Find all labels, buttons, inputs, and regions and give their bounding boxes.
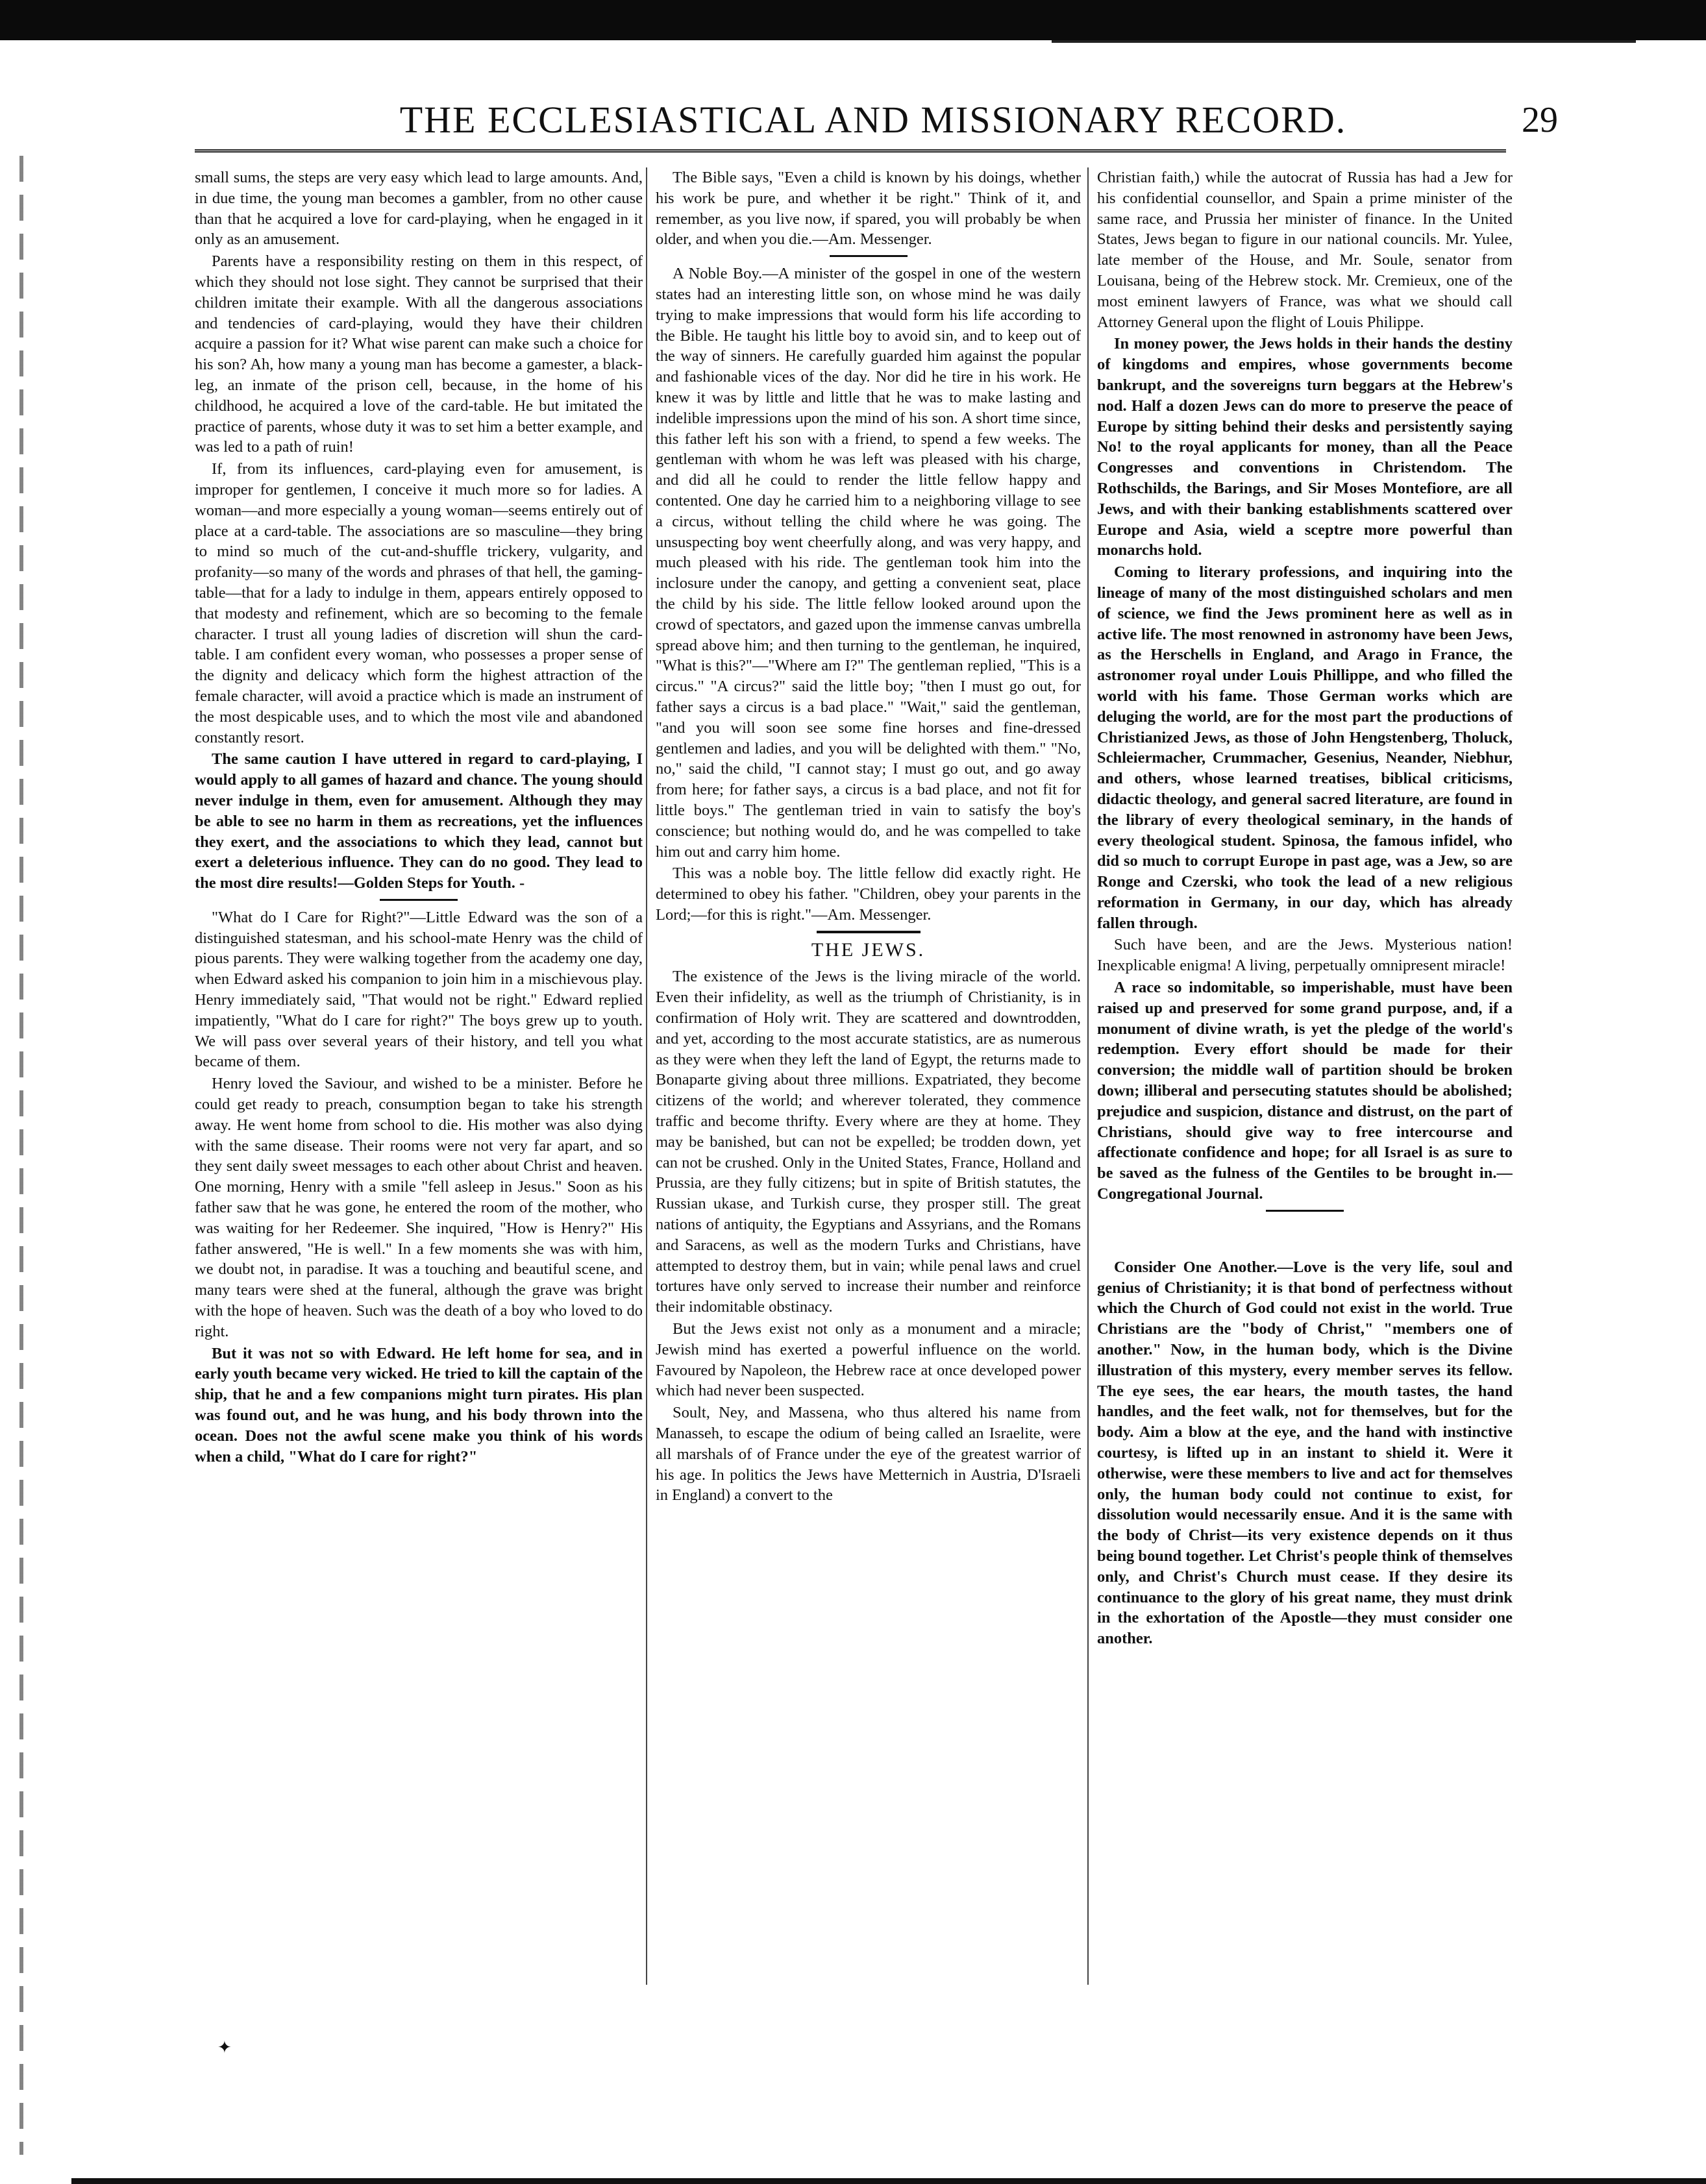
paragraph: The existence of the Jews is the living miracle of the world. Even their infidelity, as well as the triumph of Christianity, is in confirmation of Holy writ. They are scattered and downtrodden, and yet, according to the most accurate statistics, are as numerous as they were when they left the land of Egypt, the returns made to Bonaparte giving about three millions. Expatriated, they become citizens of the world; and wherever tolerated, they commence traffic and become thrifty. Every where are they at home. They may be banished, but can not be expelled; be trodden down, yet can not be crushed. Only in the United States, France, Holland and Prussia, are they fully citizens; but in spite of British statutes, the Russian ukase, and Turkish curse, they prosper still. The great nations of antiquity, the Egyptians and Assyrians, and the Romans and Saracens, as well as the modern Turks and Christians, have attempted to destroy them, but in vain; while penal laws and cruel tortures have only served to increase their number and reinforce their indomitable obstinacy. <box>656 968 1081 1316</box>
paragraph: small sums, the steps are very easy which lead to large amounts. And, in due time, the young man becomes a gambler, from no other cause than that he acquired a love for card-playing, when he engaged in it only as an amusement. <box>195 169 643 249</box>
page-number: 29 <box>1522 100 1558 140</box>
separator-rule <box>1266 1210 1344 1212</box>
paragraph: If, from its influences, card-playing even for amusement, is improper for gentlemen, I conceive it much more so for ladies. A woman—and more especially a young woman—seems entirely out of place at a card-table. The associations are so masculine—they bring to mind so much of the cut-and-shuffle trickery, vulgarity, and profanity—so many of the words and phrases of that hell, the gaming-table—that for a lady to indulge in them, appears entirely opposed to that modesty and refinement, which are so becoming to the female character. I trust all young ladies of discretion will shun the card-table. I am confident every woman, who possesses a proper sense of the dignity and delicacy which form the highest attraction of the female character, will avoid a practice which is made an instrument of the most despicable uses, and to which the most vile and abandoned constantly resort. <box>195 460 643 746</box>
spacer <box>1097 1218 1513 1257</box>
paragraph: Christian faith,) while the autocrat of Russia has had a Jew for his confidential counsellor, and Spain a prime minister of the same race, and Prussia her minister of finance. In the United States, Jews began to figure in our national councils. Mr. Yulee, late member of the House, and Mr. Soule, senator from Louisana, being of the Hebrew stock. Mr. Cremieux, one of the most eminent lawyers of France, was what we should call Attorney General upon the flight of Louis Philippe. <box>1097 169 1513 331</box>
paragraph: The Bible says, "Even a child is known by his doings, whether his work be pure, and whether it be right." Think of it, and remember, as you live now, if spared, you will probably be when older, and when you die.—Am. Messenger. <box>656 169 1081 249</box>
ink-mark-icon: ✦ <box>217 2038 232 2057</box>
column-rule <box>1087 167 1089 1985</box>
paragraph: Such have been, and are the Jews. Mysterious nation! Inexplicable enigma! A living, perpetually omnipresent miracle! <box>1097 936 1513 975</box>
scan-bottom-border <box>71 2178 1706 2184</box>
paragraph: Consider One Another.—Love is the very life, soul and genius of Christianity; it is that bond of perfectness without which the Church of God could not exist in the world. True Christians are the "body of Christ," "members one of another." Now, in the human body, which is the Divine illustration of this mystery, every member serves its fellow. The eye sees, the ear hears, the mouth tastes, the hand handles, and the feet walk, not for themselves, but for the body. Aim a blow at the eye, and the hand with instinctive courtesy, is lifted up in an instant to shield it. Were it otherwise, were these members to live and act for themselves only, the human body could not continue to exist, for dissolution would necessarily ensue. And it is the same with the body of Christ—its very existence depends on it thus being bound together. Let Christ's people think of themselves only, and Christ's Church must cease. If they desire its continuance to the glory of his great name, they must drink in the exhortation of the Apostle—they must consider one another. <box>1097 1258 1513 1648</box>
separator-rule <box>380 899 458 901</box>
paragraph: This was a noble boy. The little fellow did exactly right. He determined to obey his father. "Children, obey your parents in the Lord;—for this is right."—Am. Messenger. <box>656 865 1081 924</box>
running-title: THE ECCLESIASTICAL AND MISSIONARY RECORD. <box>399 99 1347 141</box>
paragraph: A Noble Boy.—A minister of the gospel in one of the western states had an interesting little son, on whose mind he was daily trying to make impressions that would form his life according to the Bible. He taught his little boy to avoid sin, and to keep out of the way of sinners. He carefully guarded him against the popular and fashionable vices of the day. Nor did he tire in his work. He knew it was by little and little that he was to make lasting and indelible impressions upon the mind of his son. A short time since, this father left his son with a friend, to spend a few weeks. The gentleman with whom he was left was pleased with his charge, and did all he could to render the little fellow happy and contented. One day he carried him to a neighboring village to see a circus, without telling the child where he was going. The unsuspecting boy went cheerfully along, and was very happy, and much pleased with his ride. The gentleman took him into the inclosure under the canopy, and getting a convenient seat, place the child by his side. The little fellow looked around upon the crowd of spectators, and gazed upon the immense canvas umbrella spread above him; and then turning to the gentleman, he inquired, "What is this?"—"Where am I?" The gentleman replied, "This is a circus." "A circus?" said the little boy; "then I must go out, for father says a circus is a bad place." "Wait," said the gentleman, "and you will soon see some fine horses and fine-dressed gentlemen and ladies, and you will be delighted with them." "No, no," said the child, "I cannot stay; I must go out, and go away from here; for father says, a circus is a bad place, and not fit for little boys." The gentleman tried in vain to satisfy the boy's conscience; but nothing would do, and he was compelled to take him out and carry him home. <box>656 265 1081 861</box>
section-title: THE JEWS. <box>811 939 926 961</box>
separator-rule <box>830 255 908 257</box>
column-2 <box>656 167 1081 2121</box>
faded-header-text <box>1052 40 1636 61</box>
paragraph: Soult, Ney, and Massena, who thus altered his name from Manasseh, to escape the odium of being called an Israelite, were all marshals of of France under the eye of the greatest warrior of his age. In politics the Jews have Metternich in Austria, D'Israeli in England) a convert to the <box>656 1404 1081 1504</box>
header-rule <box>195 149 1506 153</box>
column-3 <box>1097 167 1513 2121</box>
paragraph: But the Jews exist not only as a monument and a miracle; Jewish mind has exerted a powerful influence on the world. Favoured by Napoleon, the Hebrew race at once developed power which had never been suspected. <box>656 1320 1081 1400</box>
paragraph: "What do I Care for Right?"—Little Edward was the son of a distinguished statesman, and his school-mate Henry was the child of pious parents. They were walking together from the academy one day, when Edward asked his companion to join him in a mischievous play. Henry immediately said, "That would not be right." Edward replied impatiently, "What do I care for right?" The boys grew up to youth. We will pass over several years of their history, and tell you what became of them. <box>195 908 643 1071</box>
paragraph: In money power, the Jews holds in their hands the destiny of kingdoms and empires, whose governments become bankrupt, and the sovereigns turn beggars at the Hebrew's nod. Half a dozen Jews can do more to preserve the peace of Europe by sitting behind their desks and persistently saying No! to the royal applicants for money, than all the Peace Congresses and conventions in Christendom. The Rothschilds, the Barings, and Sir Moses Montefiore, are all Jews, and with their banking establishments scattered over Europe and Asia, wield a sceptre more powerful than monarchs hold. <box>1097 335 1513 559</box>
page-header <box>195 97 1558 143</box>
paragraph: A race so indomitable, so imperishable, must have been raised up and preserved for some grand purpose, and, if a monument of divine wrath, is yet the pledge of the world's redemption. Every effort should be made for their conversion; the middle wall of partition should be broken down; illiberal and persecuting statutes should be abolished; prejudice and suspicion, distance and distrust, on the part of Christians, should give way to free intercourse and affectionate confidence and hope; for all Israel is as sure to be saved as the fulness of the Gentiles to be brought in.—Congregational Journal. <box>1097 979 1513 1203</box>
separator-rule <box>817 931 921 933</box>
scan-left-edge <box>19 156 23 2155</box>
paragraph: Parents have a responsibility resting on them in this respect, of which they should not lose sight. They cannot be surprised that their children imitate their example. With all the dangerous associations and tendencies of card-playing, would they have their children acquire a passion for it? What wise parent can make such a choice for his son? Ah, how many a young man has become a gamester, a black-leg, an inmate of the prison cell, because, in the home of his childhood, he acquired a love of the card-table. He but imitated the practice of parents, whose duty it was to set him a better example, and was led to a path of ruin! <box>195 252 643 456</box>
paragraph: But it was not so with Edward. He left home for sea, and in early youth became very wicked. He tried to kill the captain of the ship, that he and a few companions might turn pirates. His plan was found out, and he was hung, and his body thrown into the ocean. Does not the awful scene make you think of his words when a child, "What do I care for right?" <box>195 1344 643 1466</box>
paragraph: Coming to literary professions, and inquiring into the lineage of many of the most distinguished scholars and men of science, we find the Jews prominent here as well as in active life. The most renowned in astronomy have been Jews, as the Herschells in England, and Arago in France, the astronomer royal under Louis Phillippe, and who filled the world with his fame. Those German works which are deluging the world, are for the most part the productions of Christianized Jews, as those of John Hengstenberg, Tholuck, Schleiermacher, Crummacher, Gesenius, Neander, Niebhur, and others, whose learned treatises, biblical criticisms, didactic theology, and general sacred literature, are found in the library of every theological seminary, in the hands of every theological student. Spinosa, the famous infidel, who did so much to corrupt Europe in past age, was a Jew, so are Ronge and Czerski, who took the lead of a new religious reformation in Germany, in our day, which has already fallen through. <box>1097 563 1513 932</box>
paragraph: Henry loved the Saviour, and wished to be a minister. Before he could get ready to preach, consumption began to take his strength away. He went home from school to die. His mother was also dying with the same disease. Their rooms were not very far apart, and so they sent daily sweet messages to each other about Christ and heaven. One morning, Henry with a smile "fell asleep in Jesus." Soon as his father saw that he was gone, he entered the room of the mother, who was waiting for her Redeemer. She inquired, "How is Henry?" His father answered, "He is well." In a few moments she was with him, we doubt not, in paradise. It was a touching and beautiful scene, and many tears were shed at the funeral, although the grave was bright with the hope of heaven. Such was the death of a boy who loved to do right. <box>195 1075 643 1340</box>
paragraph: The same caution I have uttered in regard to card-playing, I would apply to all games of hazard and chance. The young should never indulge in them, even for amusement. Although they may be able to see no harm in them as recreations, yet the influences they exert, and the associations to which they lead, cannot but exert a deleterious influence. They can do no good. They lead to the most dire results!—Golden Steps for Youth. - <box>195 750 643 892</box>
column-rule <box>646 167 647 1985</box>
scan-top-border <box>0 0 1706 40</box>
column-1 <box>195 167 643 2121</box>
